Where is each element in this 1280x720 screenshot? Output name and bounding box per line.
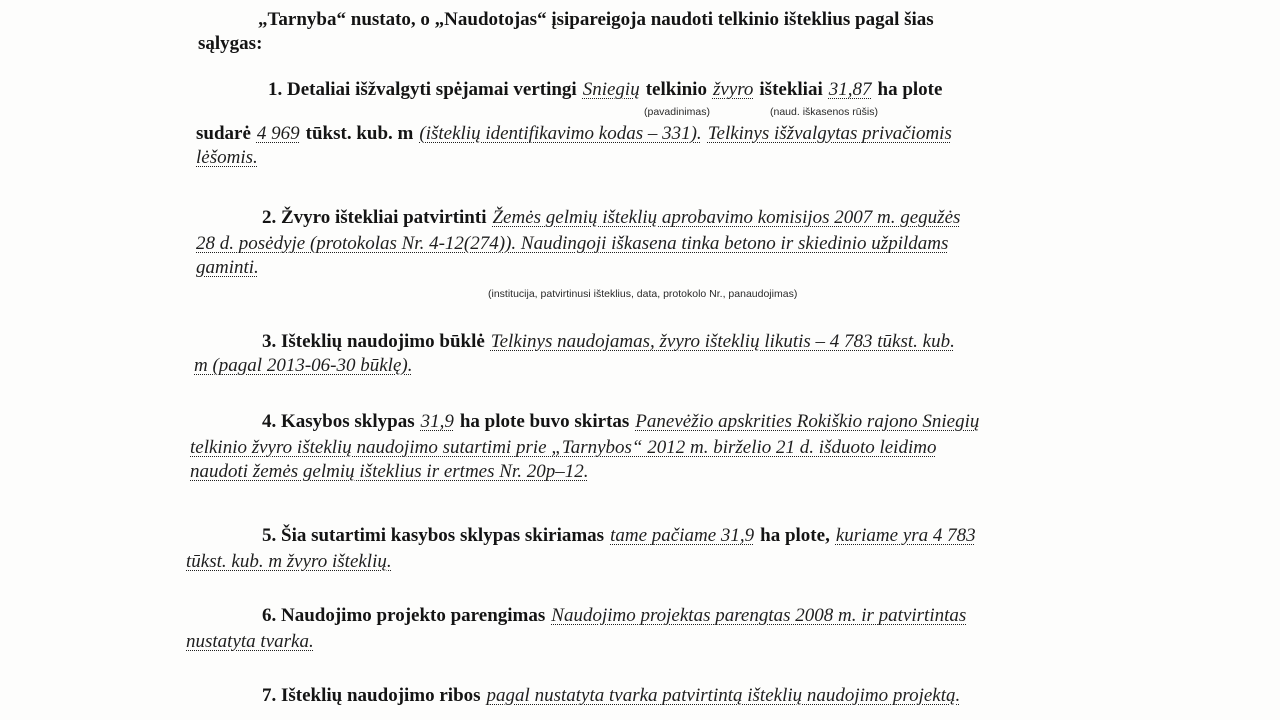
intro-line-2: sąlygas: xyxy=(198,33,263,54)
word-istekliai: ištekliai xyxy=(759,79,823,100)
item-5-text-a: tame pačiame 31,9 xyxy=(610,525,755,546)
item-6-label: 6. Naudojimo projekto parengimas xyxy=(262,605,546,626)
item-4-text-c: naudoti žemės gelmių išteklius ir ertmes Nr. 20p–12. xyxy=(190,461,589,482)
item-2-caption: (institucija, patvirtinusi išteklius, data, protokolo Nr., panaudojimas) xyxy=(488,288,798,300)
deposit-name: Sniegių xyxy=(582,79,640,100)
item-3-text-a: Telkinys naudojamas, žvyro išteklių likutis – 4 783 tūkst. kub. xyxy=(490,331,955,352)
item-5-text-b: kuriame yra 4 783 xyxy=(835,525,976,546)
mineral-type: žvyro xyxy=(712,79,754,100)
item-1-line-2 xyxy=(196,122,952,146)
word-telkinio: telkinio xyxy=(645,79,707,100)
item-7-text-a: pagal nustatyta tvarka patvirtintą išteklių naudojimo projektą. xyxy=(486,685,961,706)
word-ha-plote: ha plote xyxy=(877,79,943,100)
item-2-text-b: 28 d. posėdyje (protokolas Nr. 4-12(274)). Naudingoji iškasena tinka betono ir skiedinio užpildams xyxy=(196,233,949,254)
word-sudare: sudarė xyxy=(196,123,251,144)
item-4-area: 31,9 xyxy=(420,411,454,432)
item-5-text-c: tūkst. kub. m žvyro išteklių. xyxy=(186,551,392,572)
item-4-text-b: telkinio žvyro išteklių naudojimo sutartimi prie „Tarnybos“ 2012 m. birželio 21 d. išduoto leidimo xyxy=(190,437,937,458)
resource-id-code: (išteklių identifikavimo kodas – 331). xyxy=(419,123,702,144)
item-2-label: 2. Žvyro ištekliai patvirtinti xyxy=(262,207,487,228)
item-2-text-c: gaminti. xyxy=(196,257,259,278)
item-6-text-a: Naudojimo projektas parengtas 2008 m. ir patvirtintas xyxy=(551,605,967,626)
item-7-line-1 xyxy=(262,684,960,708)
deposit-area: 31,87 xyxy=(828,79,872,100)
item-2-text-a: Žemės gelmių išteklių aprobavimo komisijos 2007 m. gegužės xyxy=(492,207,961,228)
item-5-label: 5. Šia sutartimi kasybos sklypas skiriamas xyxy=(262,525,605,546)
deposit-volume: 4 969 xyxy=(256,123,300,144)
word-unit: tūkst. kub. m xyxy=(305,123,414,144)
item-6-text-b: nustatyta tvarka. xyxy=(186,631,314,652)
item-1-label: 1. Detaliai išžvalgyti spėjamai vertingi xyxy=(268,79,577,100)
item-4-line-1 xyxy=(262,410,979,434)
caption-type: (naud. iškasenos rūšis) xyxy=(770,106,878,118)
item-3-label: 3. Išteklių naudojimo būklė xyxy=(262,331,485,352)
item-6-line-1 xyxy=(262,604,966,628)
item-4-text-a: Panevėžio apskrities Rokiškio rajono Sniegių xyxy=(635,411,980,432)
item-4-label: 4. Kasybos sklypas xyxy=(262,411,415,432)
intro-line-1: „Tarnyba“ nustato, o „Naudotojas“ įsipareigoja naudoti telkinio išteklius pagal šias xyxy=(258,9,934,30)
caption-name: (pavadinimas) xyxy=(644,106,710,118)
item-5-line-1 xyxy=(262,524,976,548)
item-3-line-1 xyxy=(262,330,955,354)
item-2-line-1 xyxy=(262,206,960,230)
item-1-note-a: Telkinys išžvalgytas privačiomis xyxy=(707,123,952,144)
item-7-label: 7. Išteklių naudojimo ribos xyxy=(262,685,481,706)
item-3-text-b: m (pagal 2013-06-30 būklę). xyxy=(194,355,413,376)
item-4-label-b: ha plote buvo skirtas xyxy=(459,411,630,432)
item-1-note-b: lėšomis. xyxy=(196,147,258,168)
item-5-label-b: ha plote, xyxy=(760,525,830,546)
item-1-line-1 xyxy=(268,78,942,102)
